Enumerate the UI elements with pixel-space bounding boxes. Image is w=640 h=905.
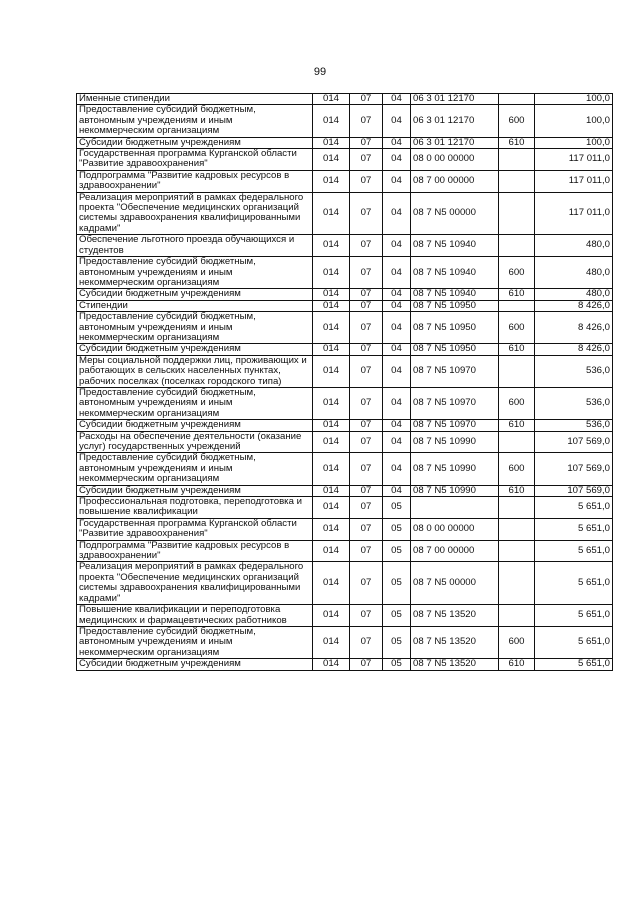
table-row <box>77 562 613 605</box>
row-ministry-code-cell: 014 <box>313 355 350 387</box>
row-name-cell: Повышение квалификации и переподготовка медицинских и фармацевтических работников <box>77 605 313 627</box>
row-name-cell: Государственная программа Курганской области "Развитие здравоохранения" <box>77 518 313 540</box>
row-amount-cell: 5 651,0 <box>535 626 613 658</box>
row-amount-cell: 480,0 <box>535 257 613 289</box>
row-section-code-cell: 07 <box>350 518 383 540</box>
table-row <box>77 659 613 670</box>
row-target-article-cell: 08 0 00 00000 <box>411 518 499 540</box>
row-subsection-code-cell: 04 <box>383 257 411 289</box>
row-section-code-cell: 07 <box>350 431 383 453</box>
row-section-code-cell: 07 <box>350 605 383 627</box>
row-subsection-code-cell: 04 <box>383 431 411 453</box>
row-expense-type-cell <box>499 540 535 562</box>
row-ministry-code-cell: 014 <box>313 605 350 627</box>
row-section-code-cell: 07 <box>350 387 383 419</box>
row-ministry-code-cell: 014 <box>313 420 350 431</box>
row-subsection-code-cell: 04 <box>383 485 411 496</box>
row-subsection-code-cell: 05 <box>383 540 411 562</box>
budget-table <box>76 93 613 671</box>
table-row <box>77 485 613 496</box>
table-row <box>77 431 613 453</box>
row-section-code-cell: 07 <box>350 562 383 605</box>
row-section-code-cell: 07 <box>350 355 383 387</box>
row-amount-cell: 5 651,0 <box>535 497 613 519</box>
row-ministry-code-cell: 014 <box>313 497 350 519</box>
table-row <box>77 518 613 540</box>
row-expense-type-cell: 610 <box>499 485 535 496</box>
row-subsection-code-cell: 05 <box>383 497 411 519</box>
row-target-article-cell: 08 7 N5 10990 <box>411 485 499 496</box>
row-name-cell: Субсидии бюджетным учреждениям <box>77 344 313 355</box>
row-subsection-code-cell: 04 <box>383 235 411 257</box>
row-amount-cell: 107 569,0 <box>535 453 613 485</box>
row-target-article-cell: 08 7 N5 13520 <box>411 659 499 670</box>
row-name-cell: Обеспечение льготного проезда обучающихся и студентов <box>77 235 313 257</box>
row-ministry-code-cell: 014 <box>313 137 350 148</box>
row-name-cell: Государственная программа Курганской области "Развитие здравоохранения" <box>77 149 313 171</box>
row-name-cell: Стипендии <box>77 300 313 311</box>
row-amount-cell: 5 651,0 <box>535 540 613 562</box>
row-target-article-cell: 08 7 N5 13520 <box>411 605 499 627</box>
row-amount-cell: 5 651,0 <box>535 518 613 540</box>
row-amount-cell: 536,0 <box>535 355 613 387</box>
row-subsection-code-cell: 04 <box>383 289 411 300</box>
row-name-cell: Подпрограмма "Развитие кадровых ресурсов в здравоохранении" <box>77 540 313 562</box>
row-subsection-code-cell: 04 <box>383 149 411 171</box>
row-name-cell: Предоставление субсидий бюджетным, автономным учреждениям и иным некоммерческим организациям <box>77 257 313 289</box>
row-amount-cell: 100,0 <box>535 94 613 105</box>
row-ministry-code-cell: 014 <box>313 300 350 311</box>
row-expense-type-cell: 610 <box>499 659 535 670</box>
row-ministry-code-cell: 014 <box>313 659 350 670</box>
row-expense-type-cell <box>499 518 535 540</box>
row-subsection-code-cell: 04 <box>383 300 411 311</box>
row-target-article-cell: 08 7 N5 10970 <box>411 387 499 419</box>
table-row <box>77 497 613 519</box>
row-expense-type-cell: 600 <box>499 312 535 344</box>
table-row <box>77 420 613 431</box>
row-section-code-cell: 07 <box>350 626 383 658</box>
row-amount-cell: 5 651,0 <box>535 659 613 670</box>
row-amount-cell: 8 426,0 <box>535 300 613 311</box>
row-section-code-cell: 07 <box>350 497 383 519</box>
row-name-cell: Расходы на обеспечение деятельности (оказание услуг) государственных учреждений <box>77 431 313 453</box>
row-name-cell: Субсидии бюджетным учреждениям <box>77 289 313 300</box>
table-row <box>77 605 613 627</box>
row-ministry-code-cell: 014 <box>313 312 350 344</box>
row-target-article-cell: 08 7 N5 00000 <box>411 192 499 235</box>
page-number: 99 <box>313 66 327 78</box>
row-name-cell: Меры социальной поддержки лиц, проживающих и работающих в сельских населенных пунктах, рабочих поселках (поселках городского типа) <box>77 355 313 387</box>
row-target-article-cell: 08 7 N5 10940 <box>411 289 499 300</box>
row-name-cell: Реализация мероприятий в рамках федерального проекта "Обеспечение медицинских организаций системы здравоохранения квалифицированными кадрами" <box>77 192 313 235</box>
row-subsection-code-cell: 05 <box>383 605 411 627</box>
row-name-cell: Субсидии бюджетным учреждениям <box>77 485 313 496</box>
row-subsection-code-cell: 05 <box>383 518 411 540</box>
table-row <box>77 344 613 355</box>
row-target-article-cell: 08 7 N5 13520 <box>411 626 499 658</box>
row-section-code-cell: 07 <box>350 289 383 300</box>
row-section-code-cell: 07 <box>350 149 383 171</box>
budget-table-body <box>77 94 613 671</box>
row-ministry-code-cell: 014 <box>313 344 350 355</box>
row-amount-cell: 117 011,0 <box>535 170 613 192</box>
row-ministry-code-cell: 014 <box>313 431 350 453</box>
table-row <box>77 192 613 235</box>
table-row <box>77 105 613 137</box>
row-amount-cell: 536,0 <box>535 387 613 419</box>
row-section-code-cell: 07 <box>350 235 383 257</box>
row-subsection-code-cell: 04 <box>383 420 411 431</box>
row-section-code-cell: 07 <box>350 257 383 289</box>
row-subsection-code-cell: 04 <box>383 170 411 192</box>
row-section-code-cell: 07 <box>350 540 383 562</box>
row-ministry-code-cell: 014 <box>313 170 350 192</box>
row-target-article-cell: 06 3 01 12170 <box>411 105 499 137</box>
row-amount-cell: 480,0 <box>535 235 613 257</box>
row-subsection-code-cell: 04 <box>383 453 411 485</box>
row-name-cell: Предоставление субсидий бюджетным, автономным учреждениям и иным некоммерческим организациям <box>77 105 313 137</box>
row-target-article-cell: 08 7 00 00000 <box>411 170 499 192</box>
row-amount-cell: 5 651,0 <box>535 605 613 627</box>
row-target-article-cell: 08 7 N5 10990 <box>411 453 499 485</box>
row-expense-type-cell: 610 <box>499 289 535 300</box>
row-section-code-cell: 07 <box>350 420 383 431</box>
row-section-code-cell: 07 <box>350 192 383 235</box>
row-ministry-code-cell: 014 <box>313 453 350 485</box>
row-amount-cell: 536,0 <box>535 420 613 431</box>
row-section-code-cell: 07 <box>350 137 383 148</box>
row-amount-cell: 100,0 <box>535 137 613 148</box>
row-expense-type-cell <box>499 355 535 387</box>
table-row <box>77 453 613 485</box>
row-target-article-cell: 08 7 N5 10990 <box>411 431 499 453</box>
row-subsection-code-cell: 04 <box>383 105 411 137</box>
row-expense-type-cell: 610 <box>499 344 535 355</box>
row-target-article-cell: 08 7 N5 10950 <box>411 300 499 311</box>
row-amount-cell: 117 011,0 <box>535 192 613 235</box>
row-subsection-code-cell: 04 <box>383 94 411 105</box>
row-section-code-cell: 07 <box>350 105 383 137</box>
row-ministry-code-cell: 014 <box>313 105 350 137</box>
row-amount-cell: 117 011,0 <box>535 149 613 171</box>
row-ministry-code-cell: 014 <box>313 235 350 257</box>
row-amount-cell: 8 426,0 <box>535 344 613 355</box>
table-row <box>77 94 613 105</box>
row-name-cell: Реализация мероприятий в рамках федерального проекта "Обеспечение медицинских организаций системы здравоохранения квалифицированными кадрами" <box>77 562 313 605</box>
row-expense-type-cell: 600 <box>499 387 535 419</box>
row-ministry-code-cell: 014 <box>313 257 350 289</box>
row-subsection-code-cell: 04 <box>383 387 411 419</box>
table-row <box>77 289 613 300</box>
row-target-article-cell: 06 3 01 12170 <box>411 94 499 105</box>
row-expense-type-cell: 610 <box>499 420 535 431</box>
table-row <box>77 626 613 658</box>
row-name-cell: Предоставление субсидий бюджетным, автономным учреждениям и иным некоммерческим организациям <box>77 453 313 485</box>
row-ministry-code-cell: 014 <box>313 387 350 419</box>
row-ministry-code-cell: 014 <box>313 518 350 540</box>
row-expense-type-cell <box>499 431 535 453</box>
row-ministry-code-cell: 014 <box>313 540 350 562</box>
row-section-code-cell: 07 <box>350 300 383 311</box>
row-name-cell: Профессиональная подготовка, переподготовка и повышение квалификации <box>77 497 313 519</box>
row-expense-type-cell <box>499 94 535 105</box>
table-row <box>77 355 613 387</box>
row-amount-cell: 107 569,0 <box>535 485 613 496</box>
row-target-article-cell: 08 7 N5 10950 <box>411 344 499 355</box>
table-row <box>77 149 613 171</box>
row-section-code-cell: 07 <box>350 170 383 192</box>
row-name-cell: Подпрограмма "Развитие кадровых ресурсов в здравоохранении" <box>77 170 313 192</box>
row-ministry-code-cell: 014 <box>313 149 350 171</box>
row-expense-type-cell <box>499 300 535 311</box>
table-row <box>77 170 613 192</box>
table-row <box>77 235 613 257</box>
row-expense-type-cell <box>499 192 535 235</box>
row-target-article-cell: 08 7 00 00000 <box>411 540 499 562</box>
row-expense-type-cell: 600 <box>499 626 535 658</box>
row-target-article-cell: 08 7 N5 00000 <box>411 562 499 605</box>
row-name-cell: Субсидии бюджетным учреждениям <box>77 420 313 431</box>
table-row <box>77 312 613 344</box>
row-amount-cell: 100,0 <box>535 105 613 137</box>
row-expense-type-cell: 600 <box>499 105 535 137</box>
table-row <box>77 257 613 289</box>
table-row <box>77 540 613 562</box>
row-ministry-code-cell: 014 <box>313 94 350 105</box>
row-section-code-cell: 07 <box>350 94 383 105</box>
row-section-code-cell: 07 <box>350 312 383 344</box>
table-row <box>77 387 613 419</box>
row-expense-type-cell <box>499 605 535 627</box>
row-expense-type-cell: 610 <box>499 137 535 148</box>
row-subsection-code-cell: 05 <box>383 562 411 605</box>
row-expense-type-cell <box>499 562 535 605</box>
row-target-article-cell: 08 7 N5 10970 <box>411 355 499 387</box>
row-expense-type-cell: 600 <box>499 453 535 485</box>
row-subsection-code-cell: 04 <box>383 137 411 148</box>
row-section-code-cell: 07 <box>350 485 383 496</box>
row-amount-cell: 8 426,0 <box>535 312 613 344</box>
row-expense-type-cell <box>499 235 535 257</box>
row-name-cell: Именные стипендии <box>77 94 313 105</box>
row-ministry-code-cell: 014 <box>313 192 350 235</box>
row-expense-type-cell: 600 <box>499 257 535 289</box>
row-ministry-code-cell: 014 <box>313 289 350 300</box>
row-ministry-code-cell: 014 <box>313 562 350 605</box>
row-subsection-code-cell: 05 <box>383 659 411 670</box>
row-expense-type-cell <box>499 149 535 171</box>
row-name-cell: Предоставление субсидий бюджетным, автономным учреждениям и иным некоммерческим организациям <box>77 626 313 658</box>
row-name-cell: Субсидии бюджетным учреждениям <box>77 659 313 670</box>
row-name-cell: Предоставление субсидий бюджетным, автономным учреждениям и иным некоммерческим организациям <box>77 387 313 419</box>
row-target-article-cell: 08 7 N5 10940 <box>411 235 499 257</box>
row-target-article-cell: 08 7 N5 10950 <box>411 312 499 344</box>
row-target-article-cell: 06 3 01 12170 <box>411 137 499 148</box>
row-target-article-cell <box>411 497 499 519</box>
row-name-cell: Предоставление субсидий бюджетным, автономным учреждениям и иным некоммерческим организациям <box>77 312 313 344</box>
row-expense-type-cell <box>499 497 535 519</box>
row-target-article-cell: 08 7 N5 10940 <box>411 257 499 289</box>
row-ministry-code-cell: 014 <box>313 626 350 658</box>
row-section-code-cell: 07 <box>350 344 383 355</box>
row-section-code-cell: 07 <box>350 659 383 670</box>
row-section-code-cell: 07 <box>350 453 383 485</box>
row-subsection-code-cell: 04 <box>383 192 411 235</box>
row-ministry-code-cell: 014 <box>313 485 350 496</box>
row-subsection-code-cell: 04 <box>383 344 411 355</box>
row-target-article-cell: 08 0 00 00000 <box>411 149 499 171</box>
row-target-article-cell: 08 7 N5 10970 <box>411 420 499 431</box>
row-subsection-code-cell: 04 <box>383 312 411 344</box>
row-subsection-code-cell: 04 <box>383 355 411 387</box>
row-amount-cell: 107 569,0 <box>535 431 613 453</box>
row-expense-type-cell <box>499 170 535 192</box>
table-row <box>77 300 613 311</box>
row-name-cell: Субсидии бюджетным учреждениям <box>77 137 313 148</box>
row-amount-cell: 5 651,0 <box>535 562 613 605</box>
row-subsection-code-cell: 05 <box>383 626 411 658</box>
table-row <box>77 137 613 148</box>
row-amount-cell: 480,0 <box>535 289 613 300</box>
